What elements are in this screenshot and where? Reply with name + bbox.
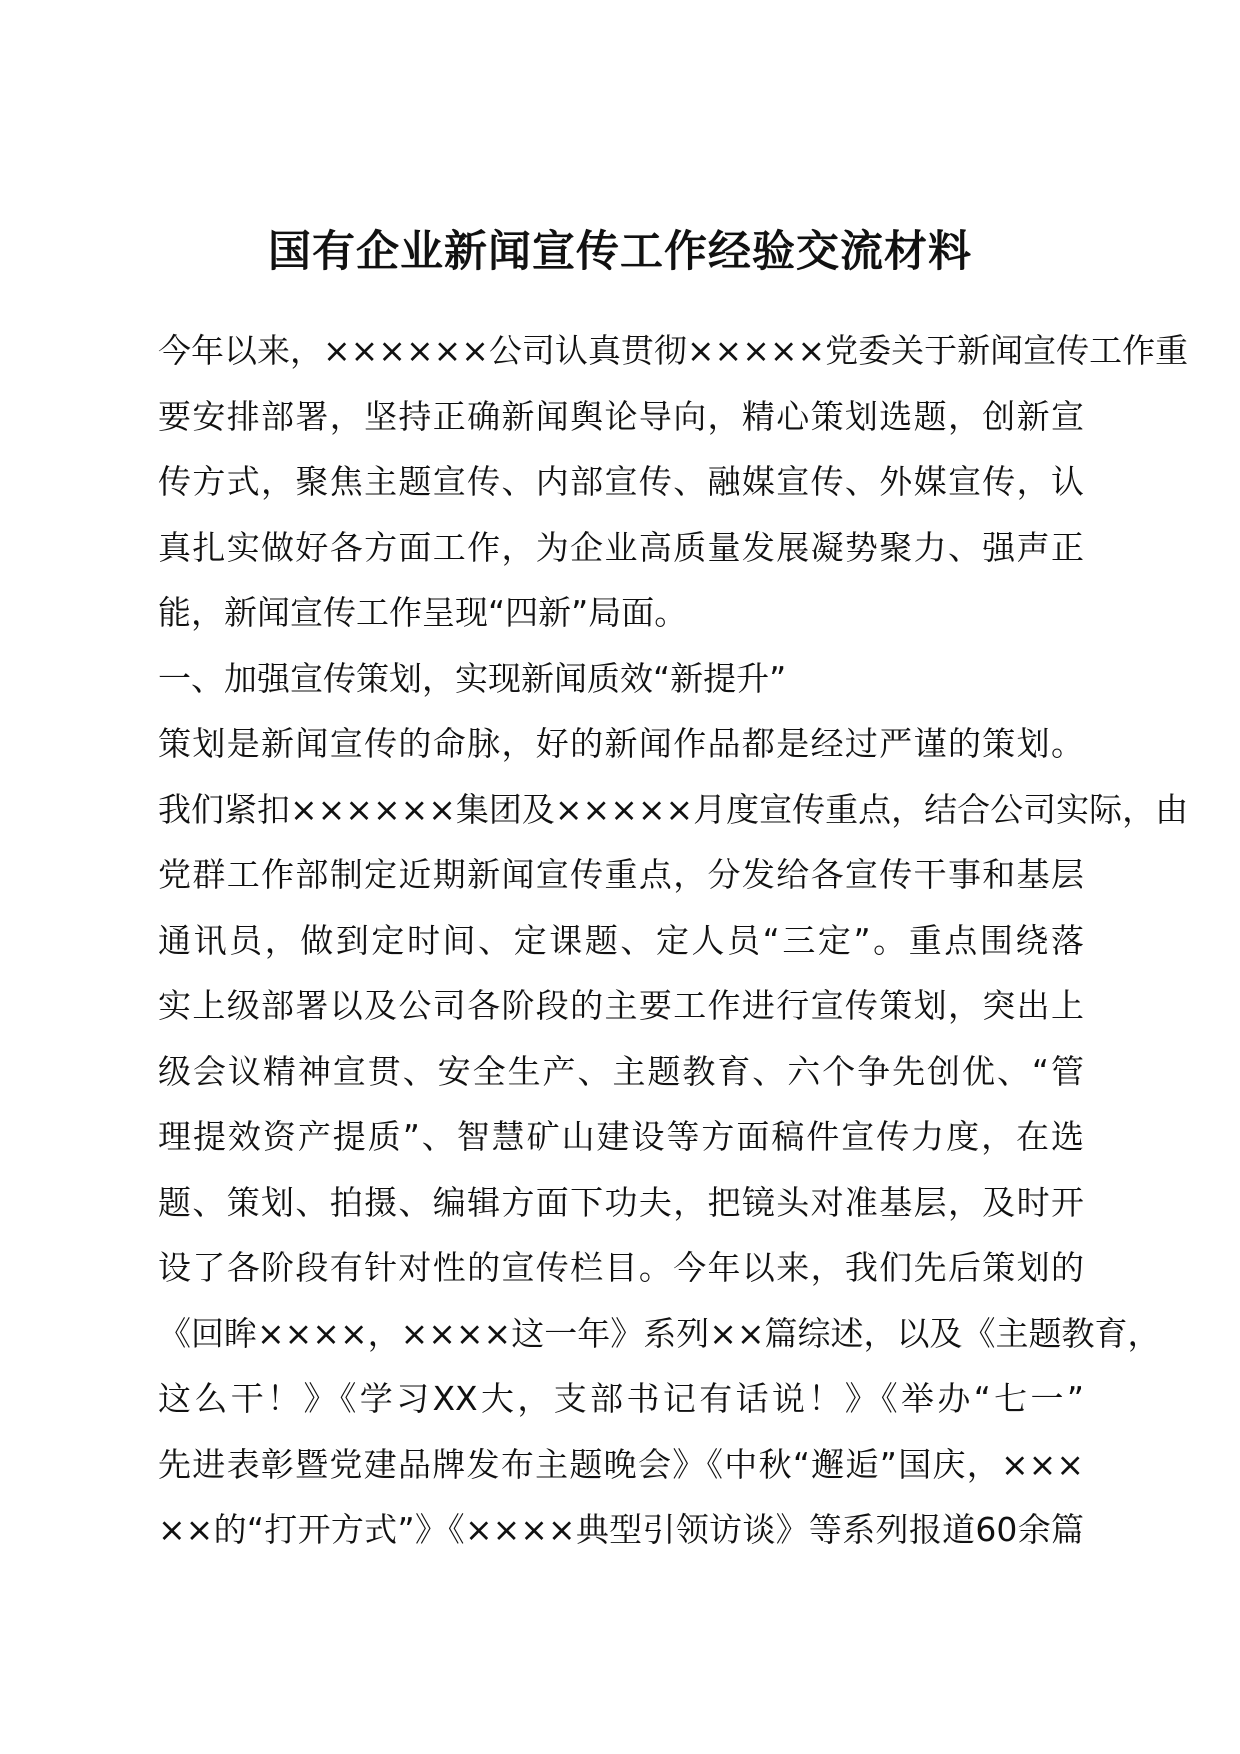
- body-line: 真扎实做好各方面工作，为企业高质量发展凝势聚力、强声正: [158, 527, 1084, 567]
- body-line: 党群工作部制定近期新闻宣传重点，分发给各宣传干事和基层: [158, 855, 1084, 894]
- body-line: 理提效资产提质”、智慧矿山建设等方面稿件宣传力度，在选: [158, 1117, 1084, 1156]
- document-body: [158, 318, 1189, 1563]
- body-line: 题、策划、拍摄、编辑方面下功夫，把镜头对准基层，及时开: [158, 1182, 1084, 1222]
- body-line: 《回眸××××，××××这一年》系列××篇综述，以及《主题教育，: [158, 1313, 1161, 1353]
- body-line: 策划是新闻宣传的命脉，好的新闻作品都是经过严谨的策划。: [158, 724, 1084, 763]
- body-line: 传方式，聚焦主题宣传、内部宣传、融媒宣传、外媒宣传，认: [158, 462, 1084, 501]
- body-line: 今年以来，××××××公司认真贯彻×××××党委关于新闻宣传工作重: [158, 331, 1189, 370]
- body-line: 级会议精神宣贯、安全生产、主题教育、六个争先创优、“管: [158, 1051, 1084, 1091]
- body-line: 能，新闻宣传工作呈现“四新”局面。: [158, 593, 688, 632]
- body-line: 我们紧扣××××××集团及×××××月度宣传重点，结合公司实际，由: [158, 789, 1189, 829]
- document-title: 国有企业新闻宣传工作经验交流材料: [268, 227, 972, 277]
- body-line: 设了各阶段有针对性的宣传栏目。今年以来，我们先后策划的: [158, 1248, 1084, 1287]
- body-line: 要安排部署，坚持正确新闻舆论导向，精心策划选题，创新宣: [158, 396, 1084, 436]
- body-line: 先进表彰暨党建品牌发布主题晚会》《中秋“邂逅”国庆，×××: [158, 1444, 1084, 1484]
- body-line: 这么干！》《学习XX大，支部书记有话说！》《举办“七一”: [158, 1379, 1084, 1418]
- body-line: 通讯员，做到定时间、定课题、定人员“三定”。重点围绕落: [158, 920, 1084, 960]
- body-line: 实上级部署以及公司各阶段的主要工作进行宣传策划，突出上: [158, 986, 1084, 1025]
- body-line: ××的“打开方式”》《××××典型引领访谈》等系列报道60余篇: [158, 1510, 1084, 1549]
- section-heading-1: 一、加强宣传策划，实现新闻质效“新提升”: [158, 658, 787, 698]
